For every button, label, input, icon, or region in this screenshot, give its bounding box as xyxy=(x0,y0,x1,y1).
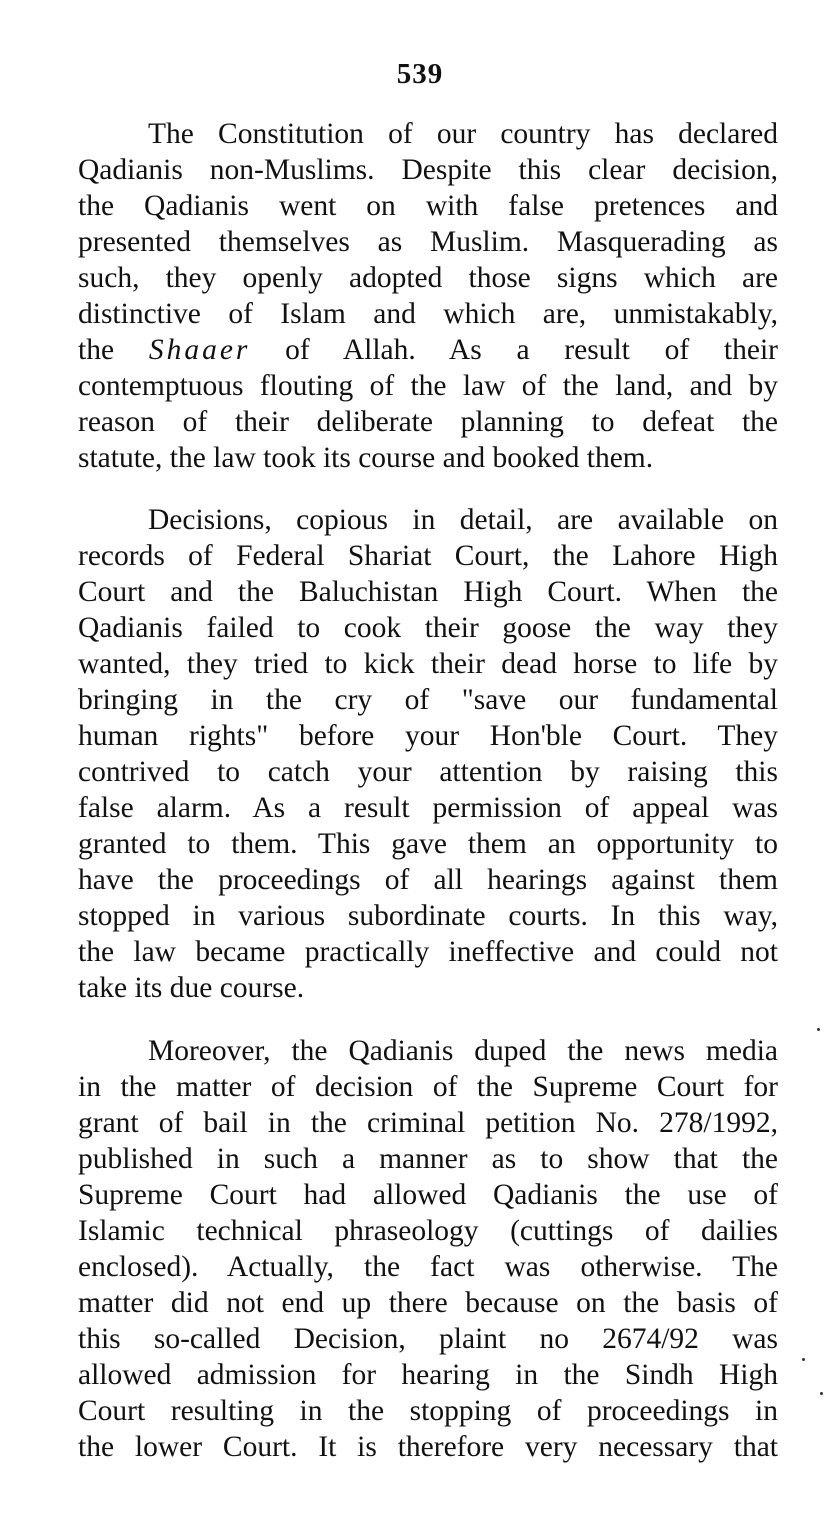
text-line: distinctive of Islam and which are, unmistakably, xyxy=(78,298,778,330)
text-line: Moreover, the Qadianis duped the news media xyxy=(148,1035,778,1067)
text-line: reason of their deliberate planning to defeat the xyxy=(78,406,778,438)
text-line: statute, the law took its course and booked them. xyxy=(78,442,654,474)
scan-speck xyxy=(817,1028,820,1031)
text-line: The Constitution of our country has declared xyxy=(148,118,778,150)
text-fragment: of Allah. As a result of their xyxy=(250,334,778,366)
text-line: Court and the Baluchistan High Court. When the xyxy=(78,576,778,608)
text-line: human rights" before your Hon'ble Court. They xyxy=(78,720,778,752)
text-line: such, they openly adopted those signs which are xyxy=(78,262,778,294)
text-line: granted to them. This gave them an opportunity to xyxy=(78,828,778,860)
text-line: wanted, they tried to kick their dead horse to life by xyxy=(78,648,778,680)
text-line: Qadianis failed to cook their goose the way they xyxy=(78,612,778,644)
text-line: published in such a manner as to show that the xyxy=(78,1143,778,1175)
text-line: enclosed). Actually, the fact was otherwise. The xyxy=(78,1251,778,1283)
text-line: the law became practically ineffective and could not xyxy=(78,936,778,968)
text-line: false alarm. As a result permission of appeal was xyxy=(78,792,778,824)
scan-speck xyxy=(802,1358,805,1361)
text-line: records of Federal Shariat Court, the Lahore High xyxy=(78,540,778,572)
text-line: Court resulting in the stopping of proceedings in xyxy=(78,1395,778,1427)
text-line: contemptuous flouting of the law of the land, and by xyxy=(78,370,778,402)
text-line: the lower Court. It is therefore very necessary that xyxy=(78,1431,778,1463)
text-line: stopped in various subordinate courts. In this way, xyxy=(78,900,778,932)
text-line: Qadianis non-Muslims. Despite this clear decision, xyxy=(78,154,778,186)
text-line: bringing in the cry of "save our fundamental xyxy=(78,684,778,716)
scan-speck xyxy=(820,1392,823,1395)
text-line: presented themselves as Muslim. Masquerading as xyxy=(78,226,778,258)
italic-term: Shaaer xyxy=(148,334,251,366)
text-line-with-italic xyxy=(78,332,778,368)
text-line: matter did not end up there because on the basis of xyxy=(78,1287,778,1319)
text-line: grant of bail in the criminal petition No. 278/1992, xyxy=(78,1107,778,1139)
paragraph-1 xyxy=(78,116,778,476)
text-line: take its due course. xyxy=(78,972,305,1004)
text-fragment: the xyxy=(78,334,149,366)
paragraph-3 xyxy=(78,1033,778,1465)
page-number: 539 xyxy=(396,58,444,90)
text-line: Supreme Court had allowed Qadianis the use of xyxy=(78,1179,778,1211)
paragraph-2 xyxy=(78,502,778,1006)
text-line: in the matter of decision of the Supreme Court for xyxy=(78,1071,778,1103)
text-line: allowed admission for hearing in the Sindh High xyxy=(78,1359,778,1391)
text-line: this so-called Decision, plaint no 2674/92 was xyxy=(78,1323,778,1355)
text-line: the Qadianis went on with false pretences and xyxy=(78,190,778,222)
text-line: Islamic technical phraseology (cuttings of dailies xyxy=(78,1215,778,1247)
text-line: Decisions, copious in detail, are available on xyxy=(148,504,778,536)
text-line: have the proceedings of all hearings against them xyxy=(78,864,778,896)
text-line: contrived to catch your attention by raising this xyxy=(78,756,778,788)
